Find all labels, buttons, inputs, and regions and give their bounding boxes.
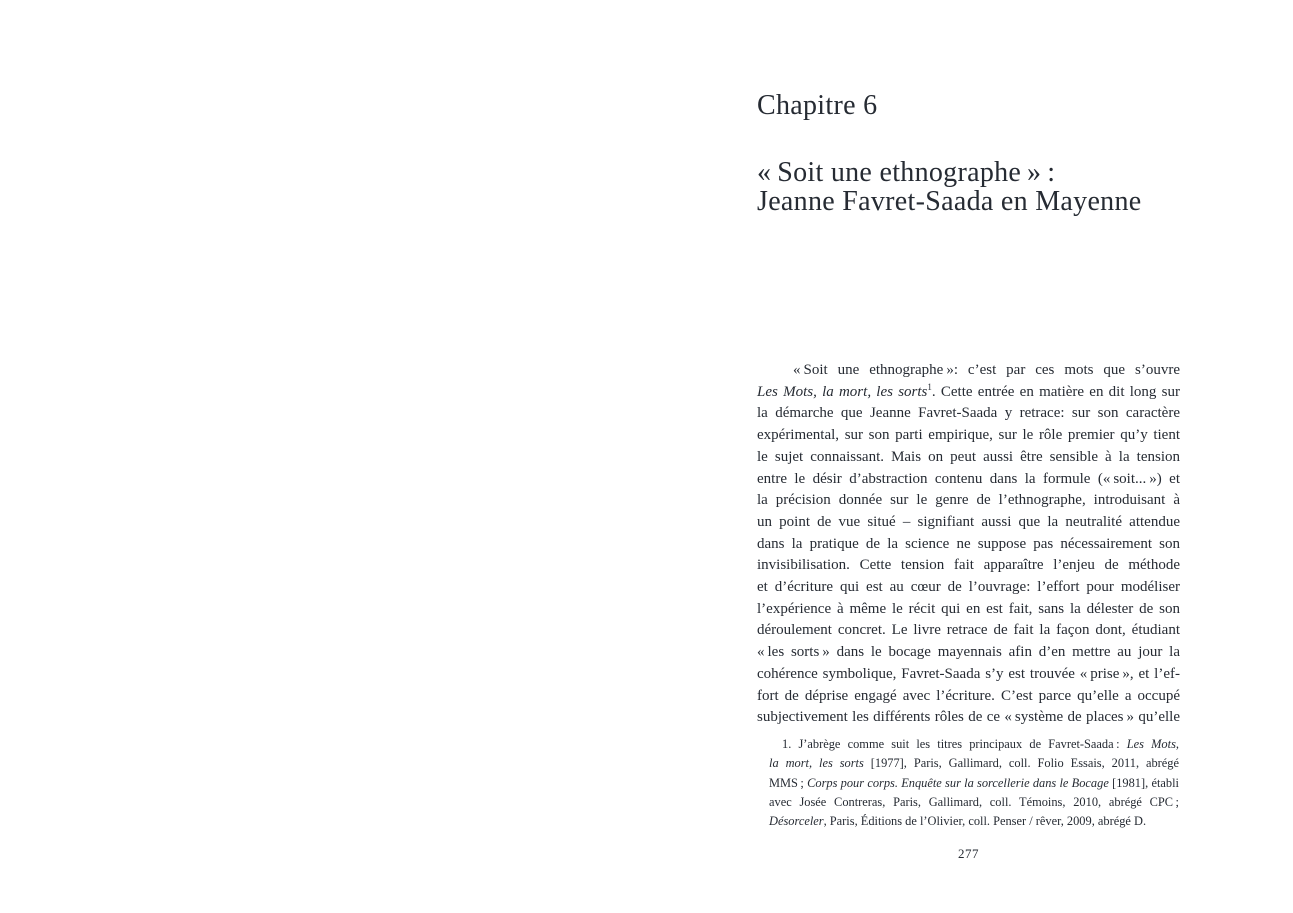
footnote-reference: 1	[927, 381, 932, 392]
text-run: expérimental, sur son parti empirique, sur le rôle premier qu’y tient	[757, 427, 1180, 444]
body-line	[757, 490, 1180, 512]
body-line	[757, 642, 1180, 664]
body-line	[757, 512, 1180, 534]
italic-run: la mort, les sorts	[769, 756, 864, 771]
body-line	[757, 707, 1180, 729]
text-run: « Soit une ethnographe »: c’est par ces mots que s’ouvre	[793, 362, 1180, 378]
body-line	[757, 664, 1180, 686]
chapter-title-line1: « Soit une ethnographe » :	[757, 157, 1056, 188]
body-line	[757, 534, 1180, 556]
footnote-line	[769, 812, 1179, 831]
italic-run: Les Mots, la mort, les sorts	[757, 383, 928, 400]
text-run: et d’écriture qui est au cœur de l’ouvrage: l’effort pour modéliser	[757, 579, 1180, 596]
footnote-line	[769, 793, 1179, 812]
text-run: déroulement concret. Le livre retrace de fait la façon dont, étudiant	[757, 622, 1180, 639]
body-line	[757, 620, 1180, 642]
chapter-title	[757, 159, 1142, 216]
body-line	[757, 425, 1180, 447]
body-line	[757, 599, 1180, 621]
text-run: « les sorts » dans le bocage mayennais afin d’en mettre au jour la	[757, 644, 1180, 661]
chapter-heading: Chapitre 6	[757, 90, 878, 121]
chapter-title-line2: Jeanne Favret-Saada en Mayenne	[757, 185, 1142, 217]
text-run: cohérence symbolique, Favret-Saada s’y est trouvée « prise », et l’ef-	[757, 665, 1180, 682]
footnote	[769, 735, 1179, 831]
text-run: MMS ;	[769, 775, 808, 790]
text-run: subjectivement les différents rôles de ce « système de places » qu’elle	[757, 709, 1180, 726]
body-line	[757, 403, 1180, 425]
italic-run: Les Mots,	[1126, 737, 1179, 751]
text-run: dans la pratique de la science ne suppose pas nécessairement son	[757, 535, 1180, 552]
text-run: [1977], Paris, Gallimard, coll. Folio Essais, 2011, abrégé	[863, 756, 1179, 771]
text-run: , Paris, Éditions de l’Olivier, coll. Penser / rêver, 2009, abrégé D.	[823, 814, 1147, 829]
italic-run: Désorceler	[769, 814, 824, 829]
text-run: un point de vue situé – signifiant aussi que la neutralité attendue	[757, 513, 1180, 530]
text-run: avec Josée Contreras, Paris, Gallimard, coll. Témoins, 2010, abrégé CPC ;	[769, 794, 1179, 809]
body-line	[757, 555, 1180, 577]
footnote-line	[769, 754, 1179, 773]
text-run: . Cette entrée en matière en dit long sur	[931, 383, 1181, 400]
body-line	[757, 469, 1180, 491]
text-run: [1981], établi	[1108, 775, 1179, 790]
body-line	[757, 686, 1180, 708]
italic-run: Corps pour corps. Enquête sur la sorcellerie dans le Bocage	[807, 775, 1109, 790]
text-run: invisibilisation. Cette tension fait apparaître l’enjeu de méthode	[757, 557, 1180, 574]
text-run: 1. J’abrège comme suit les titres principaux de Favret-Saada :	[782, 737, 1127, 751]
body-line	[757, 577, 1180, 599]
text-run: l’expérience à même le récit qui en est fait, sans la délester de son	[757, 600, 1180, 617]
page-number: 277	[958, 846, 979, 861]
body-paragraph	[757, 360, 1180, 729]
text-run: la précision donnée sur le genre de l’ethnographe, introduisant à	[757, 492, 1180, 509]
footnote-line	[769, 735, 1179, 754]
text-run: le sujet connaissant. Mais on peut aussi être sensible à la tension	[757, 448, 1180, 465]
footnote-line	[769, 774, 1179, 793]
text-run: la démarche que Jeanne Favret-Saada y retrace: sur son caractère	[757, 405, 1180, 422]
body-line	[757, 447, 1180, 469]
body-line	[757, 360, 1180, 382]
text-run: fort de déprise engagé avec l’écriture. C’est parce qu’elle a occupé	[757, 687, 1180, 704]
text-run: entre le désir d’abstraction contenu dans la formule (« soit... ») et	[757, 470, 1180, 487]
body-line	[757, 382, 1180, 404]
